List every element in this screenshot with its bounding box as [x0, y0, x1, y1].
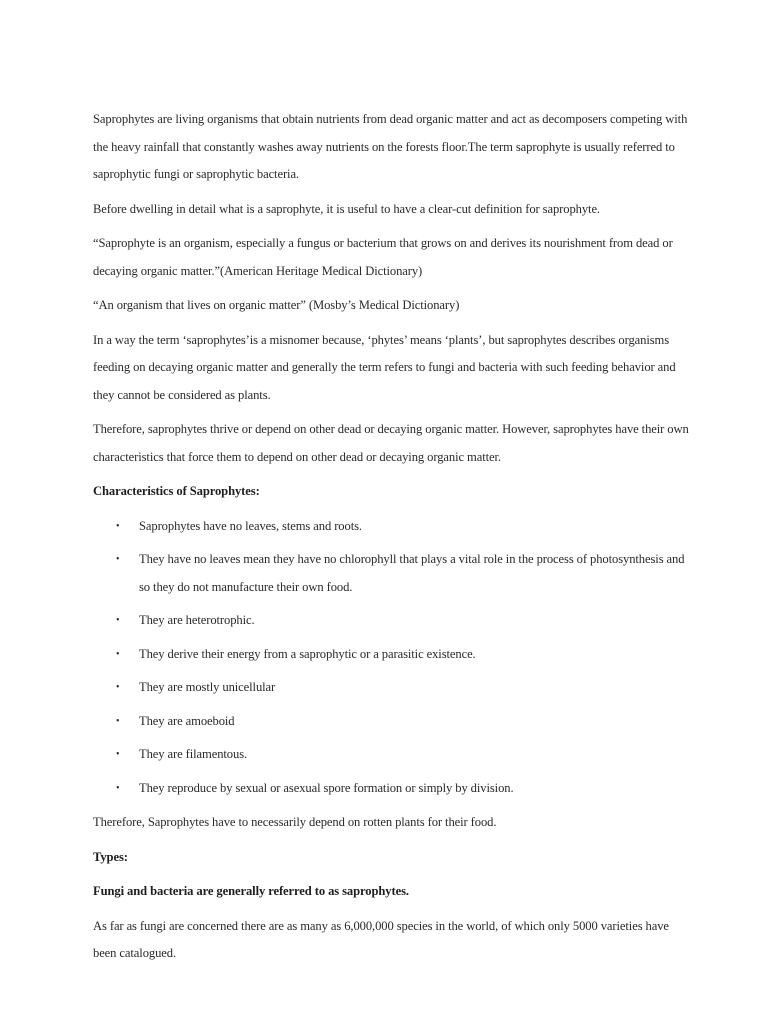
paragraph-dependence: Therefore, saprophytes thrive or depend on other dead or decaying organic matter. However, saprophytes have their own characteristics that force them to depend on other dead or decaying organic matter. — [93, 422, 689, 464]
list-item-text: They have no leaves mean they have no chlorophyll that plays a vital role in the process of photosynthesis and so they do not manufacture their own food. — [139, 552, 685, 594]
paragraph-misnomer: In a way the term ‘saprophytes’is a misnomer because, ‘phytes’ means ‘plants’, but saprophytes describes organisms feeding on decaying organic matter and generally the term refers to fungi and bacteria with such feeding behavior and they cannot be considered as plants. — [93, 332, 676, 402]
paragraph-heritage-definition: “Saprophyte is an organism, especially a fungus or bacterium that grows on and derives its nourishment from dead or decaying organic matter.”(American Heritage Medical Dictionary) — [93, 236, 673, 278]
bullet-icon: • — [116, 682, 120, 693]
list-item-text: Saprophytes have no leaves, stems and roots. — [139, 518, 362, 533]
paragraph-intro: Saprophytes are living organisms that obtain nutrients from dead organic matter and act as decomposers competing with the heavy rainfall that constantly washes away nutrients on the forests floor.The term saprophyte is usually referred to saprophytic fungi or saprophytic bacteria. — [93, 112, 688, 181]
list-item — [93, 607, 693, 635]
list-item — [93, 513, 693, 541]
types-heading: Types: — [93, 849, 128, 864]
list-item-text: They reproduce by sexual or asexual spore formation or simply by division. — [139, 780, 514, 795]
list-item — [93, 741, 693, 769]
bullet-icon: • — [116, 615, 120, 626]
characteristics-list — [93, 513, 693, 803]
bullet-icon: • — [116, 554, 120, 565]
types-subheading: Fungi and bacteria are generally referred to as saprophytes. — [93, 884, 409, 898]
list-item — [93, 546, 693, 601]
list-item — [93, 674, 693, 702]
list-item-text: They are amoeboid — [139, 713, 235, 728]
bullet-icon: • — [116, 782, 120, 794]
list-item — [93, 708, 693, 736]
bullet-icon: • — [116, 648, 120, 660]
bullet-icon: • — [116, 520, 120, 532]
bullet-icon: • — [116, 749, 120, 760]
list-item-text: They are mostly unicellular — [139, 680, 276, 694]
paragraph-definition-lead: Before dwelling in detail what is a saprophyte, it is useful to have a clear-cut definition for saprophyte. — [93, 201, 600, 216]
bullet-icon: • — [116, 715, 120, 727]
paragraph-mosby-definition: “An organism that lives on organic matter” (Mosby’s Medical Dictionary) — [93, 298, 460, 312]
paragraph-conclusion: Therefore, Saprophytes have to necessarily depend on rotten plants for their food. — [93, 815, 497, 829]
paragraph-fungi-species: As far as fungi are concerned there are as many as 6,000,000 species in the world, of which only 5000 varieties have been catalogued. — [93, 918, 669, 960]
list-item-text: They are filamentous. — [139, 747, 248, 761]
list-item-text: They are heterotrophic. — [139, 613, 255, 627]
list-item — [93, 641, 693, 669]
list-item-text: They derive their energy from a saprophytic or a parasitic existence. — [139, 646, 476, 661]
characteristics-heading: Characteristics of Saprophytes: — [93, 484, 260, 498]
list-item — [93, 775, 693, 803]
document-body — [93, 106, 693, 975]
